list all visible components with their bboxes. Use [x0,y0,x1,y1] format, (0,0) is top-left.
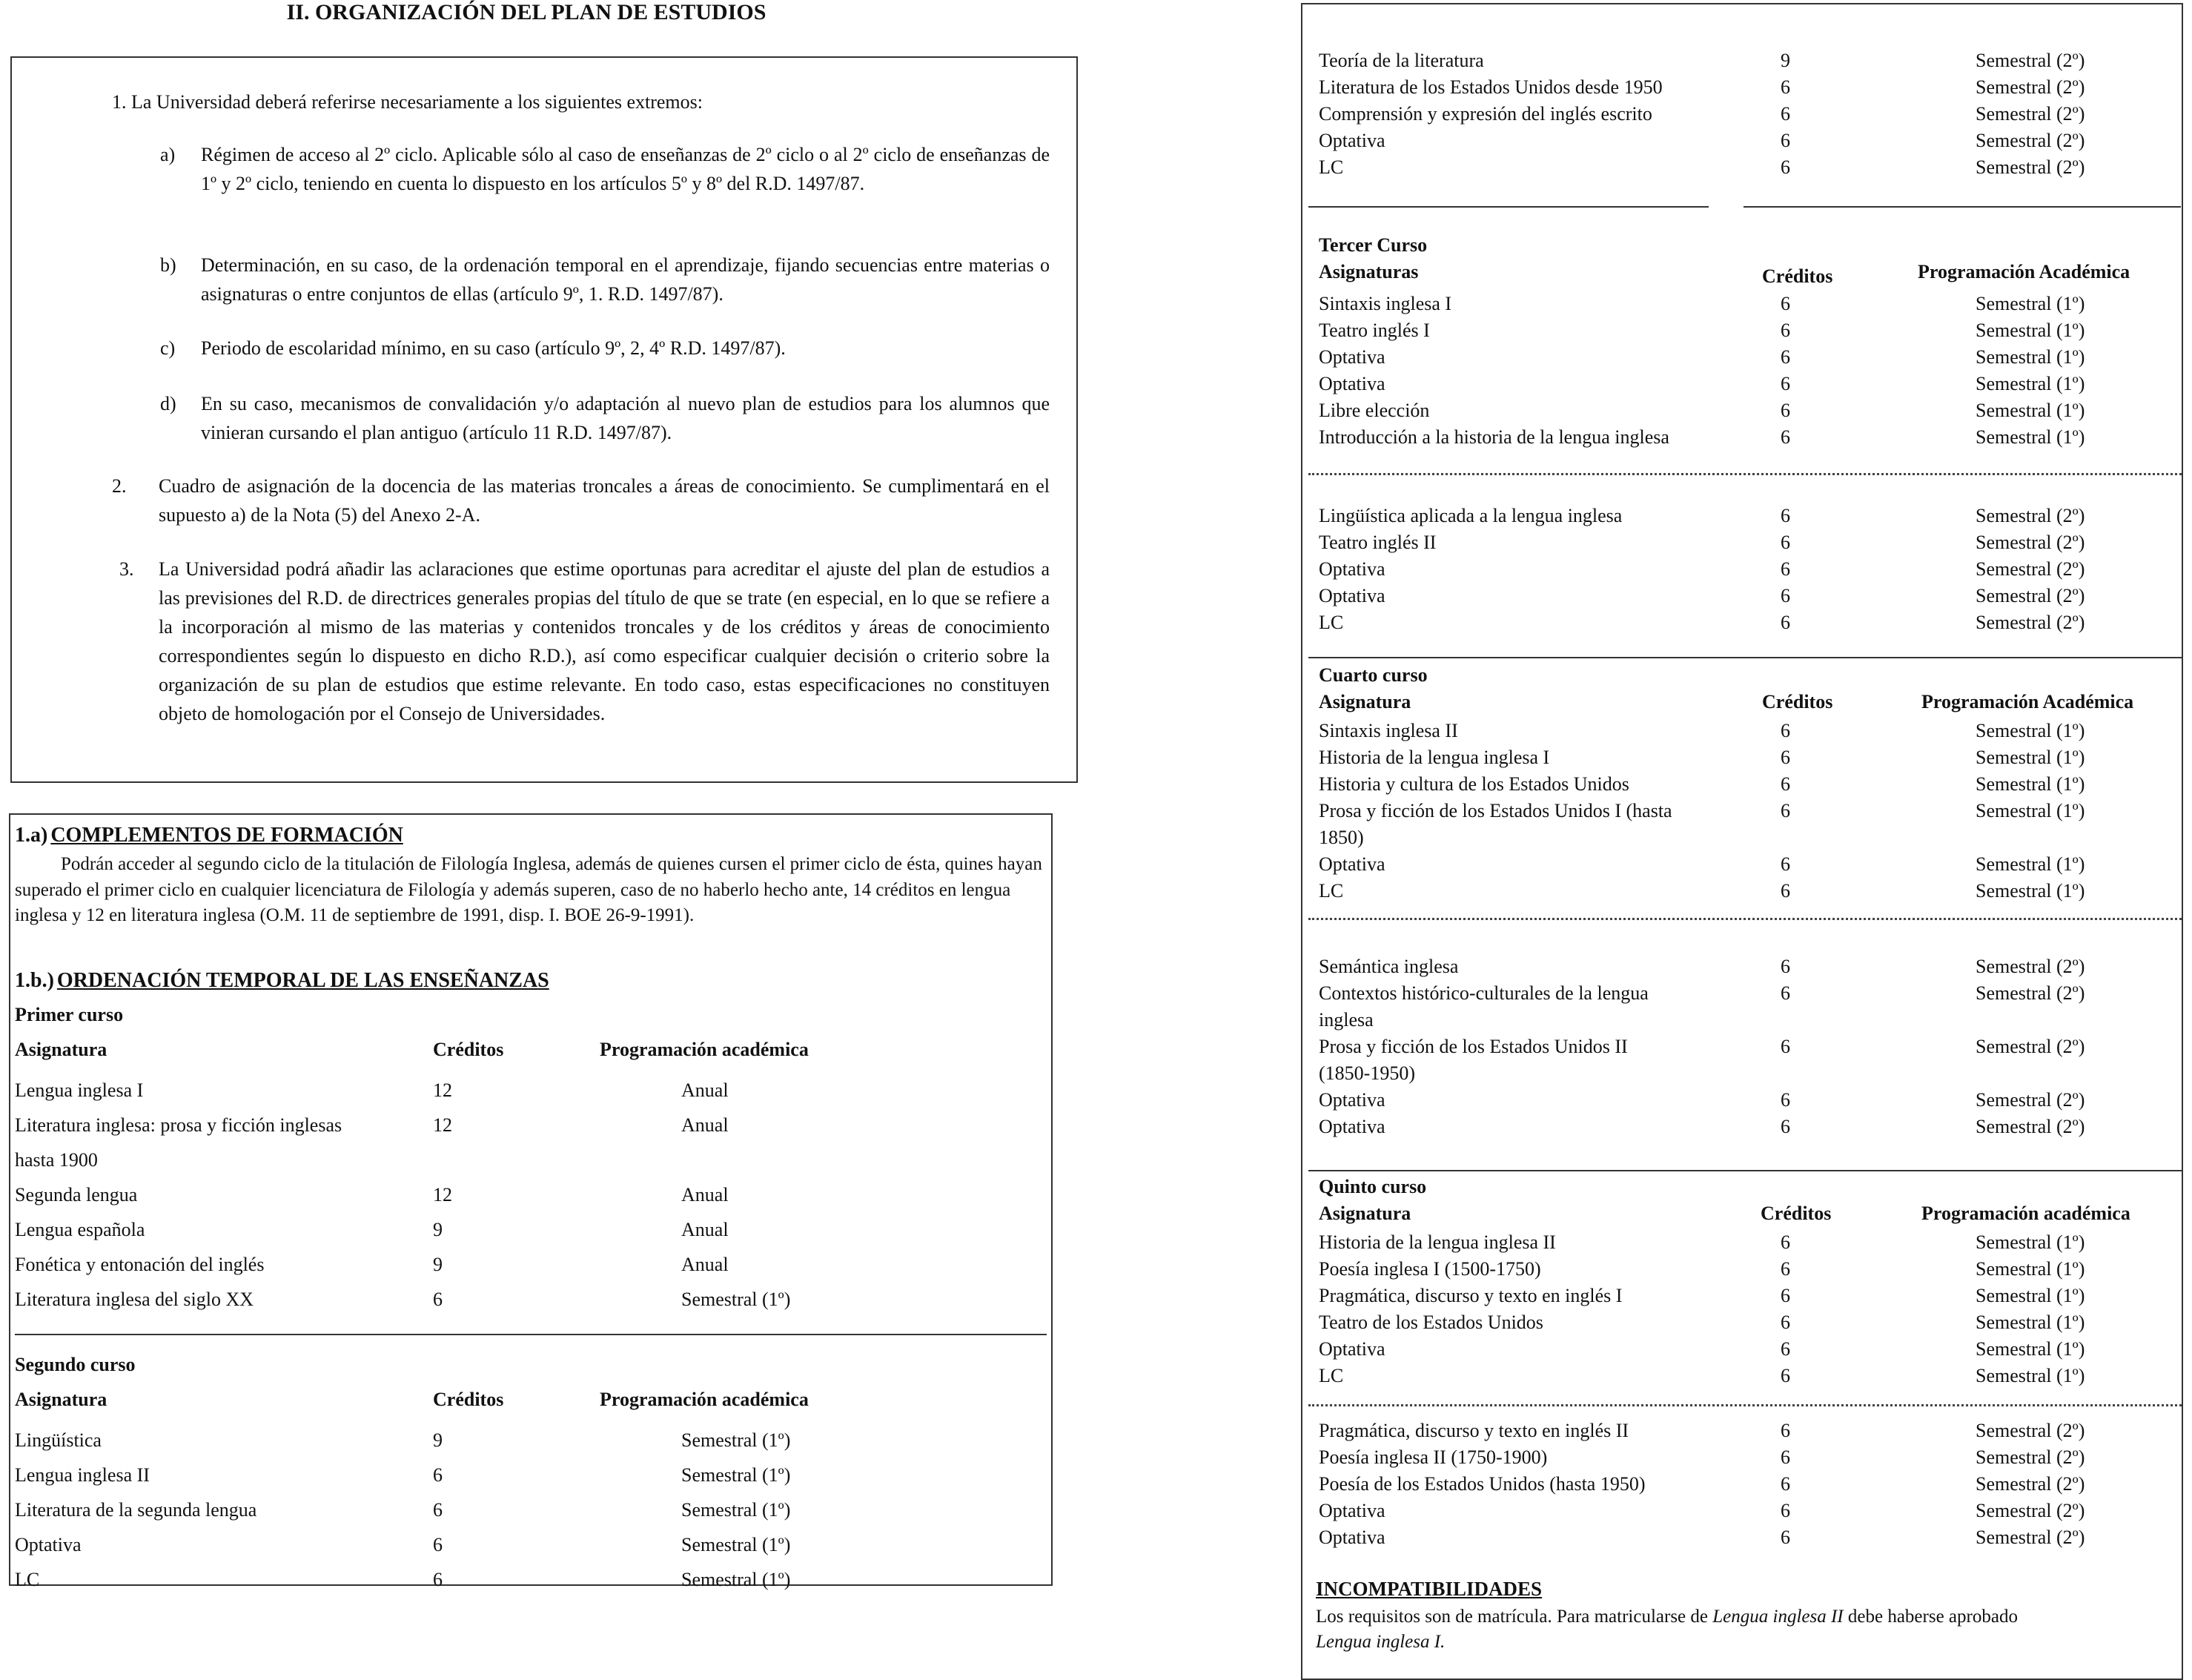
credits-value: 6 [1781,532,1790,553]
item-3-marker: 3. [119,558,134,580]
subject-name: Historia y cultura de los Estados Unidos [1319,773,1629,795]
plan-continuation-box [1301,3,2183,1680]
subject-name: Optativa [1319,853,1385,875]
item-d-marker: d) [160,393,176,414]
section-1a-heading [15,824,403,847]
credits-value: 12 [433,1079,452,1101]
subject-name: Historia de la lengua inglesa I [1319,747,1550,768]
subject-name: Fonética y entonación del inglés [15,1254,265,1275]
subject-name: Literatura de los Estados Unidos desde 1950 [1319,76,1663,98]
subject-name: Libre elección [1319,400,1430,421]
col-programacion: Programación Académica [1918,261,2130,282]
subject-name-cont: hasta 1900 [15,1149,98,1171]
programacion-value: Semestral (2º) [1976,1473,2085,1495]
credits-value: 6 [1781,800,1790,821]
subject-name: Sintaxis inglesa I [1319,293,1452,314]
credits-value: 6 [1781,400,1790,421]
section-1b-number: 1.b.) [15,969,54,992]
subject-name: LC [1319,1365,1344,1386]
section-1b-title: ORDENACIÓN TEMPORAL DE LAS ENSEÑANZAS [56,969,549,992]
programacion-value: Semestral (2º) [1976,50,2085,71]
subject-name: Optativa [1319,585,1385,606]
programacion-value: Semestral (2º) [1976,1116,2085,1137]
credits-value: 6 [1781,426,1790,448]
item-c-text: Periodo de escolaridad mínimo, en su caso (artículo 9º, 2, 4º R.D. 1497/87). [201,337,786,359]
subject-name: Teatro inglés I [1319,320,1430,341]
subject-name: LC [1319,156,1344,178]
subject-name: Optativa [1319,1116,1385,1137]
programacion-value: Semestral (1º) [1976,1312,2085,1333]
primer-curso-label: Primer curso [15,1004,124,1025]
dotted-divider [1308,1404,2182,1406]
col-asignatura: Asignatura [1319,691,1411,712]
subject-name: Lengua inglesa I [15,1079,144,1101]
programacion-value: Semestral (2º) [1976,76,2085,98]
incompat-text-2: debe haberse aprobado [1843,1607,2018,1627]
credits-value: 6 [1781,1116,1790,1137]
page-title: II. ORGANIZACIÓN DEL PLAN DE ESTUDIOS [286,0,766,24]
incompat-course-1: Lengua inglesa II [1712,1607,1844,1627]
subject-name: Teatro de los Estados Unidos [1319,1312,1543,1333]
programacion-value: Semestral (1º) [1976,747,2085,768]
subject-name-cont: 1850) [1319,827,1364,848]
subject-name: Pragmática, discurso y texto en inglés II [1319,1420,1629,1441]
credits-value: 6 [1781,720,1790,741]
incompatibilidades-text [1316,1604,2176,1655]
col-creditos: Créditos [1762,265,1833,287]
programacion-value: Semestral (1º) [681,1464,791,1486]
credits-value: 6 [1781,853,1790,875]
credits-value: 6 [1781,103,1790,125]
credits-value: 6 [1781,505,1790,526]
credits-value: 12 [433,1114,452,1136]
programacion-value: Semestral (2º) [1976,1500,2085,1521]
divider [1308,1170,2182,1171]
programacion-value: Semestral (1º) [1976,853,2085,875]
programacion-value: Semestral (1º) [1976,773,2085,795]
col-asignatura: Asignatura [1319,1203,1411,1224]
subject-name-cont: (1850-1950) [1319,1062,1415,1084]
programacion-value: Semestral (2º) [1976,532,2085,553]
programacion-value: Semestral (2º) [1976,1036,2085,1057]
section-1a-title: COMPLEMENTOS DE FORMACIÓN [50,824,403,847]
credits-value: 6 [1781,1285,1790,1306]
programacion-value: Semestral (2º) [1976,156,2085,178]
programacion-value: Semestral (1º) [681,1289,791,1310]
subject-name: Literatura inglesa: prosa y ficción inglesas [15,1114,342,1136]
programacion-value: Semestral (2º) [1976,1527,2085,1548]
credits-value: 6 [1781,1527,1790,1548]
credits-value: 6 [433,1534,443,1555]
subject-name: Pragmática, discurso y texto en inglés I [1319,1285,1623,1306]
col-creditos: Créditos [433,1039,504,1060]
programacion-value: Semestral (2º) [1976,1089,2085,1111]
programacion-value: Semestral (1º) [681,1499,791,1521]
credits-value: 6 [1781,956,1790,977]
divider [1308,206,1709,208]
subject-name: Optativa [1319,1338,1385,1360]
incompatibilidades-title: INCOMPATIBILIDADES [1316,1578,1543,1600]
programacion-value: Semestral (2º) [1976,505,2085,526]
complementos-text: Podrán acceder al segundo ciclo de la titulación de Filología Inglesa, además de quienes cursen el primer ciclo de ésta, quines hayan superado el primer ciclo en cualquier licenciatura de Filología y además superen, caso de no haberlo hecho ante, 14 créditos en lengua inglesa y 12 en literatura inglesa (O.M. 11 de septiembre de 1991, disp. I. BOE 26-9-1991). [15,854,1042,925]
subject-name: Literatura de la segunda lengua [15,1499,257,1521]
credits-value: 6 [1781,1312,1790,1333]
programacion-value: Semestral (1º) [1976,800,2085,821]
credits-value: 6 [1781,1089,1790,1111]
credits-value: 6 [1781,1500,1790,1521]
item-a-marker: a) [160,144,176,165]
subject-name: Optativa [1319,558,1385,580]
credits-value: 6 [1781,880,1790,902]
programacion-value: Semestral (1º) [1976,1365,2085,1386]
dotted-divider [1308,473,2182,475]
credits-value: 6 [1781,130,1790,151]
instruction-1: 1. La Universidad deberá referirse necesariamente a los siguientes extremos: [112,91,703,113]
programacion-value: Semestral (2º) [1976,956,2085,977]
programacion-value: Anual [681,1184,729,1206]
col-creditos: Créditos [1761,1203,1832,1224]
programacion-value: Semestral (1º) [1976,426,2085,448]
subject-name: Lingüística [15,1429,102,1451]
subject-name: Optativa [1319,346,1385,368]
subject-name: Poesía inglesa II (1750-1900) [1319,1446,1548,1468]
col-asignatura: Asignatura [15,1039,107,1060]
subject-name: Optativa [1319,1500,1385,1521]
credits-value: 6 [1781,1231,1790,1253]
programacion-value: Semestral (1º) [1976,720,2085,741]
credits-value: 6 [433,1499,443,1521]
subject-name: Optativa [1319,1527,1385,1548]
programacion-value: Semestral (1º) [1976,880,2085,902]
subject-name: Lengua inglesa II [15,1464,150,1486]
programacion-value: Semestral (2º) [1976,612,2085,633]
programacion-value: Semestral (2º) [1976,103,2085,125]
credits-value: 6 [1781,1473,1790,1495]
credits-value: 6 [1781,320,1790,341]
item-2-marker: 2. [112,475,127,497]
programacion-value: Semestral (1º) [681,1429,791,1451]
credits-value: 6 [1781,773,1790,795]
subject-name: Prosa y ficción de los Estados Unidos I (hasta [1319,800,1672,821]
subject-name: Optativa [15,1534,82,1555]
programacion-value: Semestral (1º) [681,1534,791,1555]
credits-value: 6 [1781,585,1790,606]
col-creditos: Créditos [1762,691,1833,712]
programacion-value: Semestral (1º) [1976,1285,2085,1306]
credits-value: 6 [1781,558,1790,580]
credits-value: 6 [1781,1420,1790,1441]
subject-name: Poesía de los Estados Unidos (hasta 1950) [1319,1473,1646,1495]
programacion-value: Anual [681,1219,729,1240]
credits-value: 6 [1781,76,1790,98]
programacion-value: Semestral (2º) [1976,130,2085,151]
col-programacion: Programación académica [1921,1203,2130,1224]
subject-name-cont: inglesa [1319,1009,1374,1031]
programacion-value: Semestral (2º) [1976,1446,2085,1468]
item-a-text: Régimen de acceso al 2º ciclo. Aplicable sólo al caso de enseñanzas de 2º ciclo o al 2º ciclo de enseñanzas de 1º y 2º ciclo, teniendo en cuenta lo dispuesto en los artículos 5º y 8º del R.D. 1497/87. [201,144,1050,194]
programacion-value: Semestral (1º) [1976,400,2085,421]
subject-name: Optativa [1319,130,1385,151]
subject-name: Lingüística aplicada a la lengua inglesa [1319,505,1623,526]
programacion-value: Semestral (1º) [1976,346,2085,368]
credits-value: 6 [433,1464,443,1486]
programacion-value: Semestral (1º) [1976,373,2085,394]
subject-name: Prosa y ficción de los Estados Unidos II [1319,1036,1628,1057]
credits-value: 6 [1781,612,1790,633]
subject-name: Poesía inglesa I (1500-1750) [1319,1258,1541,1280]
subject-name: Semántica inglesa [1319,956,1459,977]
item-2-text: Cuadro de asignación de la docencia de las materias troncales a áreas de conocimiento. Se cumplimentará en el supuesto a) de la Nota (5) del Anexo 2-A. [159,475,1050,526]
subject-name: Optativa [1319,1089,1385,1111]
credits-value: 6 [433,1569,443,1590]
col-asignatura: Asignatura [15,1389,107,1410]
credits-value: 6 [1781,293,1790,314]
col-programacion: Programación académica [600,1039,809,1060]
section-1a-number: 1.a) [15,824,48,847]
item-b-text: Determinación, en su caso, de la ordenación temporal en el aprendizaje, fijando secuencias entre materias o asignaturas o entre conjuntos de ellas (artículo 9º, 1. R.D. 1497/87). [201,254,1050,305]
subject-name: Segunda lengua [15,1184,138,1206]
instructions-box [10,56,1078,783]
credits-value: 9 [433,1429,443,1451]
subject-name: Historia de la lengua inglesa II [1319,1231,1556,1253]
cuarto-curso-label: Cuarto curso [1319,664,1428,686]
incompat-course-2: Lengua inglesa I. [1316,1631,1446,1652]
tercer-curso-label: Tercer Curso [1319,234,1428,256]
quinto-curso-label: Quinto curso [1319,1176,1427,1197]
credits-value: 6 [1781,1446,1790,1468]
programacion-value: Semestral (1º) [1976,1231,2085,1253]
credits-value: 6 [1781,1258,1790,1280]
subject-name: Teoría de la literatura [1319,50,1484,71]
col-creditos: Créditos [433,1389,504,1410]
subject-name: Lengua española [15,1219,145,1240]
programacion-value: Semestral (2º) [1976,558,2085,580]
item-c-marker: c) [160,337,176,359]
divider [1744,206,2181,208]
subject-name: LC [1319,612,1344,633]
subject-name: Contextos histórico-culturales de la lengua [1319,982,1649,1004]
programacion-value: Anual [681,1114,729,1136]
programacion-value: Semestral (1º) [1976,1258,2085,1280]
complementos-box [9,813,1053,1590]
credits-value: 9 [433,1254,443,1275]
programacion-value: Semestral (2º) [1976,1420,2085,1441]
credits-value: 6 [1781,1338,1790,1360]
item-3-text: La Universidad podrá añadir las aclaraciones que estime oportunas para acreditar el ajuste del plan de estudios a las previsiones del R.D. de directrices generales propias del título de que se trate (en especial, en lo que se refiere a la incorporación al mismo de las materias y contenidos troncales y de los créditos y áreas de conocimiento correspondientes según lo dispuesto en dicho R.D.), así como especificar cualquier decisión o criterio sobre la organización de su plan de estudios que estime relevante. En todo caso, estas especificaciones no constituyen objeto de homologación por el Consejo de Universidades. [159,558,1050,724]
credits-value: 9 [1781,50,1790,71]
subject-name: Literatura inglesa del siglo XX [15,1289,254,1310]
programacion-value: Anual [681,1079,729,1101]
subject-name: Sintaxis inglesa II [1319,720,1458,741]
dotted-divider [1308,918,2182,920]
programacion-value: Semestral (1º) [1976,1338,2085,1360]
segundo-curso-label: Segundo curso [15,1354,136,1375]
credits-value: 6 [1781,156,1790,178]
subject-name: LC [15,1569,40,1590]
incompat-text-1: Los requisitos son de matrícula. Para matricularse de [1316,1607,1713,1627]
subject-name: Teatro inglés II [1319,532,1437,553]
item-d-text: En su caso, mecanismos de convalidación y/o adaptación al nuevo plan de estudios para los alumnos que vinieran cursando el plan antiguo (artículo 11 R.D. 1497/87). [201,393,1050,443]
credits-value: 6 [1781,982,1790,1004]
credits-value: 6 [1781,346,1790,368]
credits-value: 6 [1781,373,1790,394]
credits-value: 6 [433,1289,443,1310]
programacion-value: Semestral (2º) [1976,982,2085,1004]
subject-name: LC [1319,880,1344,902]
credits-value: 6 [1781,1365,1790,1386]
divider [15,1334,1047,1335]
credits-value: 6 [1781,1036,1790,1057]
subject-name: Introducción a la historia de la lengua inglesa [1319,426,1669,448]
item-b-marker: b) [160,254,176,276]
credits-value: 12 [433,1184,452,1206]
divider [1308,657,2182,658]
programacion-value: Semestral (2º) [1976,585,2085,606]
subject-name: Optativa [1319,373,1385,394]
col-asignatura: Asignaturas [1319,261,1419,282]
programacion-value: Semestral (1º) [1976,293,2085,314]
col-programacion: Programación académica [600,1389,809,1410]
section-1b-heading [15,969,549,993]
programacion-value: Semestral (1º) [681,1569,791,1590]
subject-name: Comprensión y expresión del inglés escrito [1319,103,1652,125]
programacion-value: Anual [681,1254,729,1275]
credits-value: 9 [433,1219,443,1240]
programacion-value: Semestral (1º) [1976,320,2085,341]
col-programacion: Programación Académica [1921,691,2134,712]
credits-value: 6 [1781,747,1790,768]
